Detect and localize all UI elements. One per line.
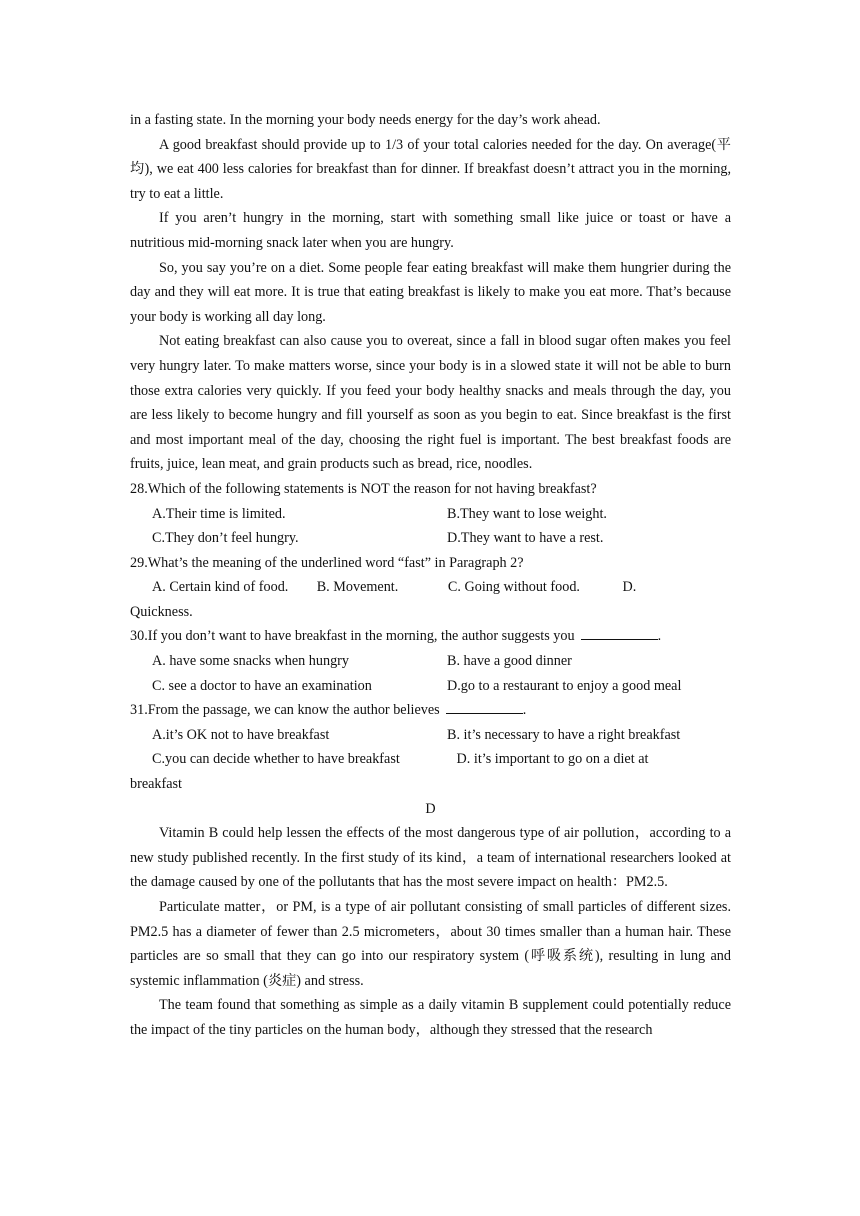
question-30-option-a: A. have some snacks when hungry: [152, 653, 350, 670]
answer-blank: [446, 699, 523, 714]
question-30-options-row-2: [130, 674, 731, 699]
question-31-stem-end: .: [522, 702, 527, 719]
question-28-options-row-2: [130, 526, 731, 551]
passage-c-paragraph: Not eating breakfast can also cause you to overeat, since a fall in blood sugar often makes you feel very hungry later. To make matters worse, since your body is in a slowed state it will not be able to burn those extra calories very quickly. If you feed your body healthy snacks and meals through the day, you are less likely to become hungry and fill yourself as soon as you begin to eat. Since breakfast is the first and most important meal of the day, choosing the right fuel is important. The best breakfast foods are fruits, juice, lean meat, and grain products such as bread, rice, noodles.: [130, 333, 731, 473]
question-28-option-b: B.They want to lose weight.: [447, 505, 607, 522]
question-28-stem: 28.Which of the following statements is NOT the reason for not having breakfast?: [130, 480, 597, 497]
passage-c-paragraph: If you aren’t hungry in the morning, start with something small like juice or toast or have a nutritious mid-morning snack later when you are hungry.: [130, 210, 731, 251]
question-31-options-row-1: [130, 723, 731, 748]
question-29-stem: 29.What’s the meaning of the underlined word “fast” in Paragraph 2?: [130, 554, 524, 571]
question-30-stem: [130, 624, 731, 649]
passage-c-paragraph: A good breakfast should provide up to 1/3 of your total calories needed for the day. On average(平均), we eat 400 less calories for breakfast than for dinner. If breakfast doesn’t attract you in the morning, try to eat a little.: [130, 136, 731, 202]
question-30-stem-text: 30.If you don’t want to have breakfast in the morning, the author suggests you: [130, 628, 575, 645]
question-31-option-b: B. it’s necessary to have a right breakfast: [447, 726, 681, 743]
question-30-option-b: B. have a good dinner: [447, 653, 572, 670]
question-28-option-c: C.They don’t feel hungry.: [152, 530, 299, 547]
passage-d-paragraph: The team found that something as simple as a daily vitamin B supplement could potentially reduce the impact of the tiny particles on the human body，although they stressed that the research: [130, 997, 731, 1038]
question-29-option-d-wrap: Quickness.: [130, 603, 193, 620]
passage-c-paragraph: in a fasting state. In the morning your body needs energy for the day’s work ahead.: [130, 112, 601, 128]
answer-blank: [581, 625, 658, 640]
question-31-options-cd: C.you can decide whether to have breakfast D. it’s important to go on a diet at: [152, 751, 649, 768]
passage-c-paragraph: So, you say you’re on a diet. Some people fear eating breakfast will make them hungrier during the day and they will eat more. It is true that eating breakfast is likely to make you eat more. That’s because your body is working all day long.: [130, 259, 731, 325]
question-28-option-a: A.Their time is limited.: [152, 505, 286, 522]
question-31-option-d-wrap: breakfast: [130, 776, 182, 793]
passage-d-heading: D: [425, 800, 436, 817]
question-31-stem: [130, 698, 731, 723]
question-30-options-row-1: [130, 649, 731, 674]
question-31-stem-text: 31.From the passage, we can know the author believes: [130, 702, 440, 719]
question-30-option-c: C. see a doctor to have an examination: [152, 677, 372, 694]
question-28-options-row-1: [130, 502, 731, 527]
passage-d-paragraph: Particulate matter，or PM, is a type of air pollutant consisting of small particles of different sizes. PM2.5 has a diameter of fewer than 2.5 micrometers，about 30 times smaller than a human hair. These particles are so small that they can go into our respiratory system (呼吸系统), resulting in lung and systemic inflammation (炎症) and stress.: [130, 899, 731, 989]
question-30-option-d: D.go to a restaurant to enjoy a good meal: [447, 677, 682, 694]
passage-d-paragraph: Vitamin B could help lessen the effects of the most dangerous type of air pollution，according to a new study published recently. In the first study of its kind，a team of international researchers looked at the damage caused by one of the pollutants that has the most severe impact on health：PM2.5.: [130, 825, 731, 891]
question-28-option-d: D.They want to have a rest.: [447, 530, 604, 547]
question-31-option-a: A.it’s OK not to have breakfast: [152, 726, 330, 743]
question-29-options: A. Certain kind of food. B. Movement. C. Going without food. D.: [152, 579, 637, 596]
document-content: [130, 108, 731, 1043]
question-30-stem-end: .: [657, 628, 662, 645]
